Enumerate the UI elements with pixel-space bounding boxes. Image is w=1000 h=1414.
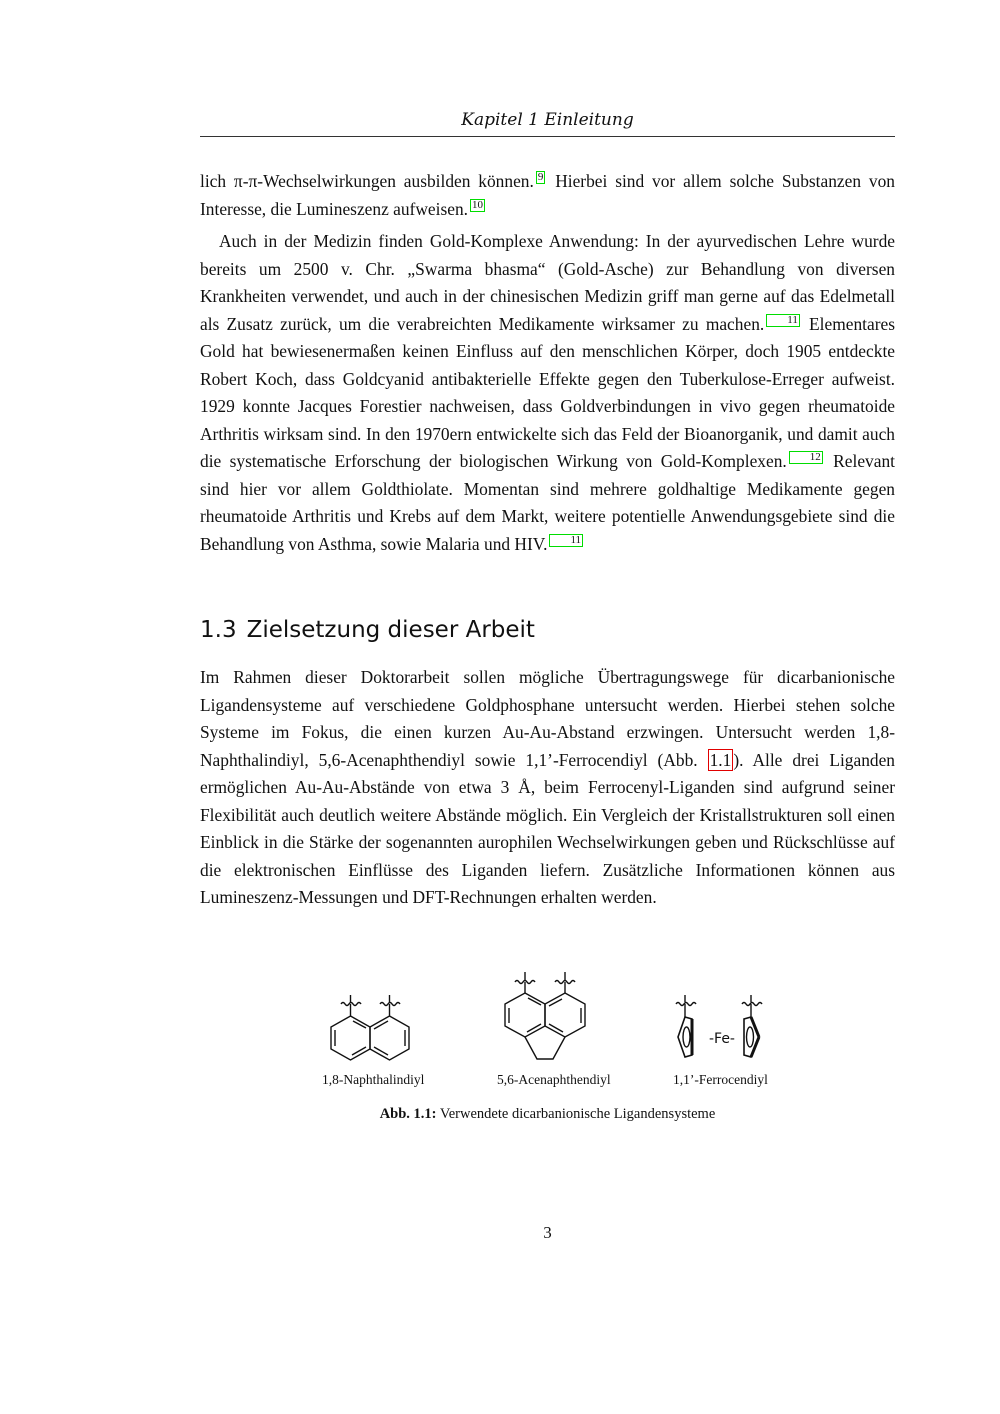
paragraph-text: Elementares Gold hat bewiesenermaßen keinen Einfluss auf den menschlichen Körper, doch 1905 entdeckte Robert Koch, dass Goldcyanid antibakterielle Effekte gegen den Tuberkulose-Erreger aufweist. 1929 konnte Jacques Forestier nachweisen, dass Goldverbindungen in vivo gegen rheumatoide Arthritis wirksam sind. In den 1970ern entwickelte sich das Feld der Bioanorganik, und damit auch die systematische Erforschung der biologischen Wirkung von Gold-Komplexen.	[200, 313, 896, 471]
figure-ligands	[300, 962, 800, 1092]
citation-link[interactable]: 11	[549, 534, 583, 547]
paragraph-text: Auch in der Medizin finden Gold-Komplexe Anwendung: In der ayurvedischen Lehre wurde bereits um 2500 v. Chr. „Swarma bhasma“ (Gold-Asche) zur Behandlung von diversen Krankheiten verwendet, und auch in der chinesischen Medizin griff man gerne auf das Edelmetall als Zusatz zurück, um die verabreichten Medikamente wirksamer zu machen.	[200, 231, 895, 334]
paragraph-3	[200, 664, 895, 912]
figure-caption	[200, 1106, 895, 1123]
structure-label: 1,8-Naphthalindiyl	[322, 1072, 425, 1087]
paragraph-text: Im Rahmen dieser Doktorarbeit sollen mögliche Übertragungswege für dicarbanionische Ligandensysteme auf verschiedene Goldphosphane untersucht werden. Hierbei stehen solche Systeme im Fokus, die einen kurzen Au-Au-Abstand erzwingen. Untersucht werden 1,8-Naphthalindiyl, 5,6-Acenaphthendiyl sowie 1,1’-Ferrocendiyl (Abb.	[200, 667, 895, 770]
structures-drawing	[300, 962, 800, 1072]
body-text-section	[200, 664, 895, 912]
paragraph-text: Hierbei sind vor allem solche Substanzen von Interesse, die Lumineszenz aufweisen.	[200, 171, 896, 219]
citation-link[interactable]: 11	[766, 314, 800, 327]
paragraph-text: ). Alle drei Liganden ermöglichen Au-Au-Abstände von etwa 3 Å, beim Ferrocenyl-Liganden sind aufgrund seiner Flexibilität auch deutlich weitere Abstände möglich. Ein Vergleich der Kristallstrukturen soll einen Einblick in die Stärke der sogenannten aurophilen Wechselwirkungen geben und Rückschlüsse auf die elektronischen Einflüsse des Liganden liefern. Zusätzliche Informationen können aus Lumineszenz-Messungen und DFT-Rechnungen erhalten werden.	[200, 749, 896, 907]
page-number: 3	[543, 1223, 552, 1242]
running-header: Kapitel 1 Einleitung	[461, 110, 634, 130]
section-title-text: Zielsetzung dieser Arbeit	[246, 617, 535, 643]
paragraph-2	[200, 228, 895, 558]
iron-atom-label: -Fe-	[708, 1031, 736, 1047]
ferrocendiyl-structure	[676, 995, 762, 1057]
caption-text: Verwendete dicarbanionische Ligandensysteme	[436, 1106, 716, 1122]
citation-link[interactable]: 9	[537, 171, 544, 183]
structure-label: 5,6-Acenaphthendiyl	[497, 1072, 611, 1087]
paragraph-text: Relevant sind hier vor allem Goldthiolate. Momentan sind mehrere goldhaltige Medikamente gegen rheumatoide Arthritis und Krebs auf dem Markt, weitere potentielle Anwendungsgebiete sind die Behandlung von Asthma, sowie Malaria und HIV.	[200, 451, 895, 554]
citation-link[interactable]: 12	[789, 451, 823, 464]
section-number: 1.3	[200, 617, 237, 643]
acenaphthendiyl-structure	[505, 972, 585, 1059]
section-heading	[200, 615, 535, 645]
citation-link[interactable]: 10	[472, 198, 483, 211]
caption-label: Abb. 1.1:	[379, 1106, 437, 1122]
paragraph-1	[200, 168, 895, 223]
structure-label: 1,1’-Ferrocendiyl	[673, 1072, 768, 1087]
body-text-top	[200, 168, 895, 558]
paragraph-text: lich π-π-Wechselwirkungen ausbilden können.	[200, 171, 534, 191]
header-rule	[200, 136, 895, 137]
naphthalindiyl-structure	[331, 995, 409, 1060]
figure-reference-link[interactable]: 1.1	[709, 749, 732, 770]
